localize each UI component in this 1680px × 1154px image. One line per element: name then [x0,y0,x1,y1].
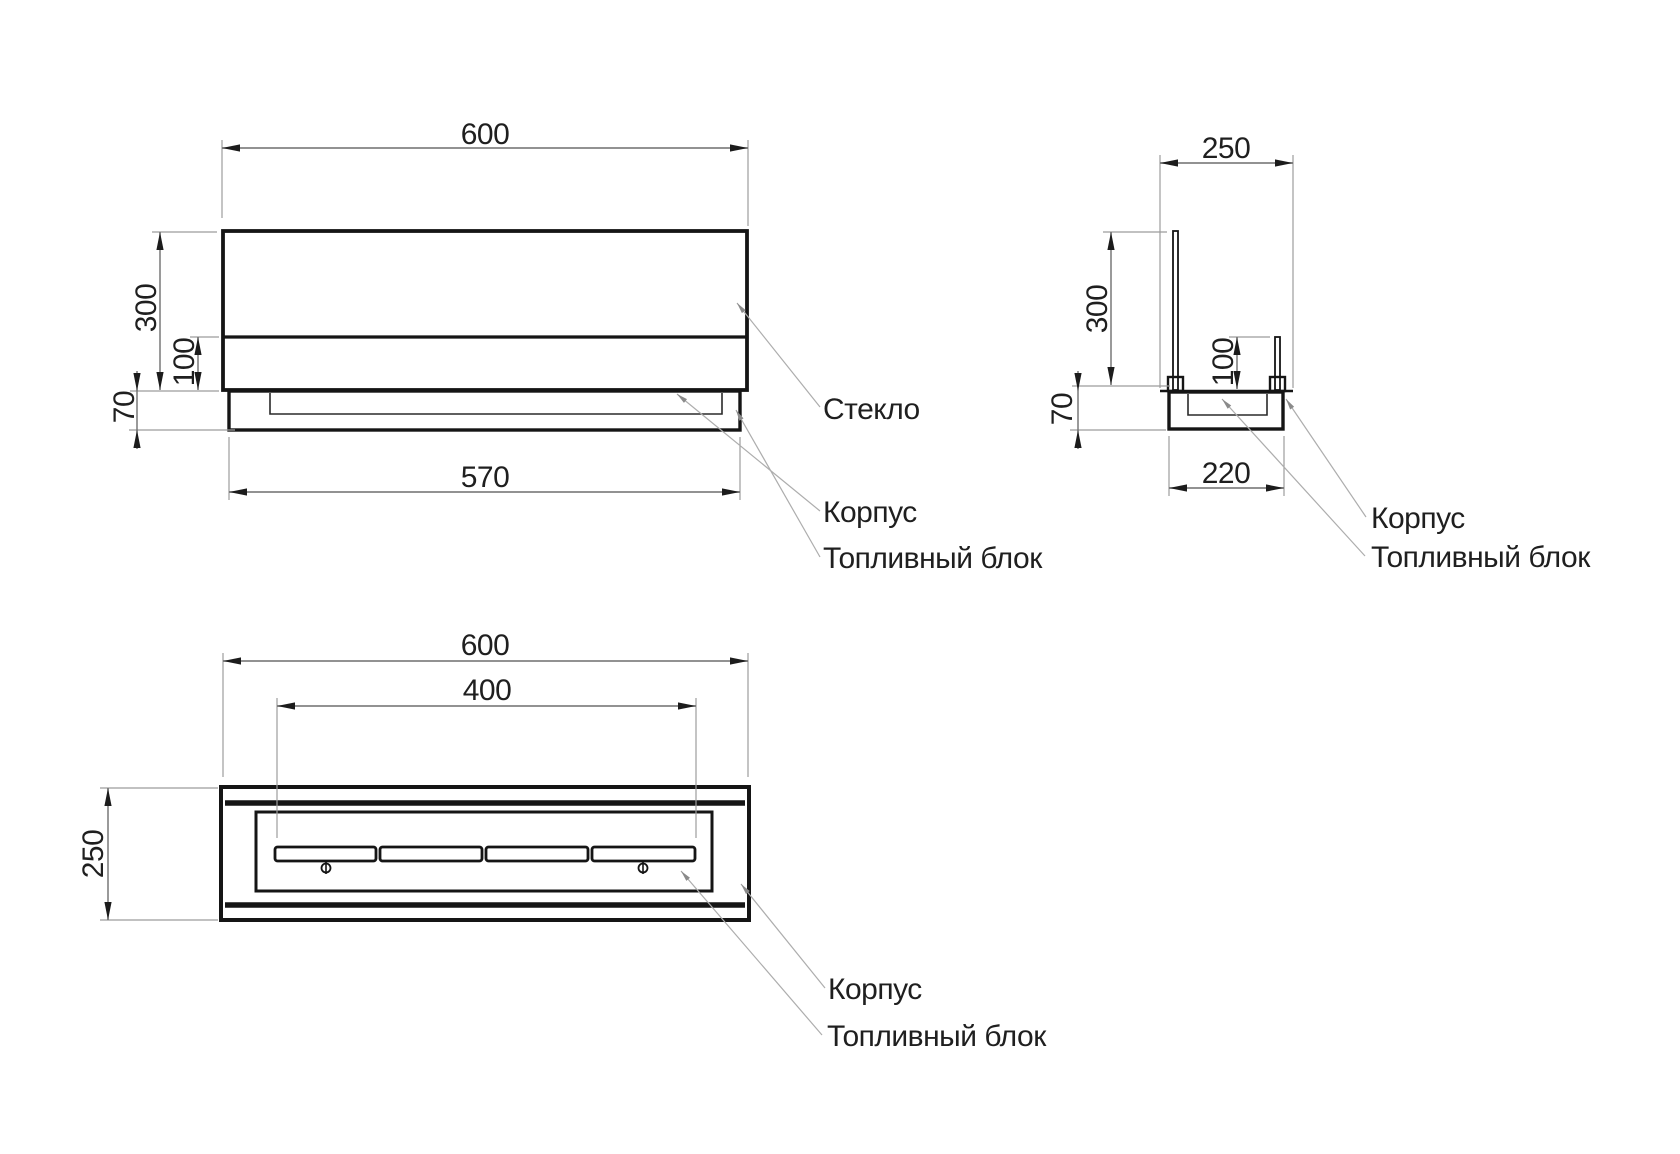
dim-text-side-body-height: 100 [1207,337,1240,387]
front-base-outline [229,391,740,430]
dim-text-side-depth: 250 [1201,132,1251,165]
label-side-body: Корпус [1371,502,1465,535]
dim-front-body-height [168,337,219,390]
side-glass-short [1275,337,1280,390]
label-top-fuel: Топливный блок [827,1020,1046,1053]
front-body-outline [223,231,747,390]
label-front-glass: Стекло [823,393,920,426]
dim-text-side-base-height: 70 [1046,392,1079,426]
dim-top-depth [77,788,218,920]
side-view [1160,231,1293,429]
dim-side-base-height [1046,371,1166,449]
dim-text-side-base-depth: 220 [1201,457,1251,490]
label-front-body: Корпус [823,496,917,529]
dim-text-front-base-height: 70 [108,390,141,424]
dim-text-front-body-height: 100 [168,337,201,387]
label-side-fuel: Топливный блок [1371,541,1590,574]
dim-side-body-height [1207,337,1270,389]
dim-text-front-width: 600 [460,118,510,151]
dim-side-base-depth [1169,436,1284,496]
dim-text-top-burner-length: 400 [462,674,512,707]
top-view [221,787,749,920]
side-callouts [1220,397,1591,574]
dim-front-width [222,118,748,226]
dim-text-front-height: 300 [130,283,163,333]
dim-front-base-width [229,437,740,500]
label-top-body: Корпус [828,973,922,1006]
dim-text-front-base-width: 570 [460,461,510,494]
dim-side-height [1072,232,1170,386]
dim-text-side-height: 300 [1081,284,1114,334]
front-view [223,231,747,430]
dim-text-top-depth: 250 [77,829,110,879]
label-front-fuel: Топливный блок [823,542,1042,575]
side-glass-tall [1173,231,1178,390]
dim-text-top-width: 600 [460,629,510,662]
side-case-outline [1169,392,1283,429]
